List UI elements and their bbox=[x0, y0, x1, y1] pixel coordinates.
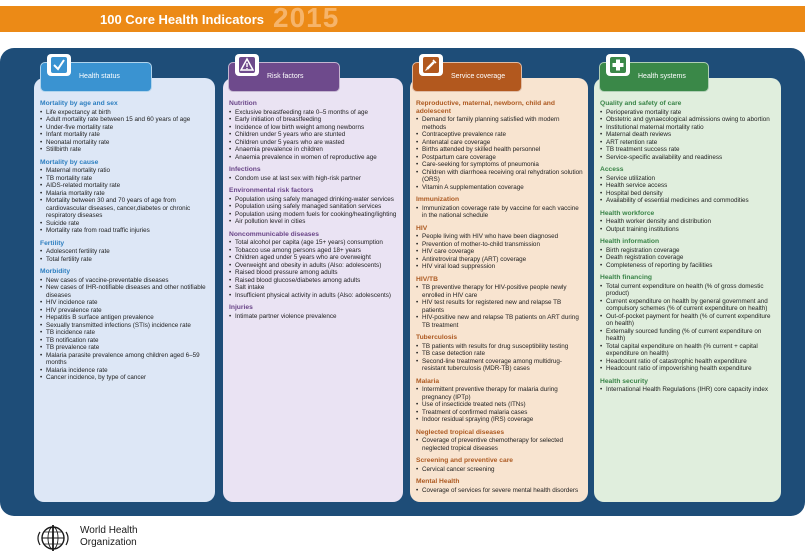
column-service-coverage bbox=[410, 78, 588, 502]
indicator-list bbox=[229, 239, 399, 299]
indicator-list bbox=[416, 386, 584, 424]
indicator-item: • TB prevalence rate bbox=[40, 344, 211, 352]
indicator-item: • Under-five mortality rate bbox=[40, 124, 211, 132]
indicator-item: • Children under 5 years who are wasted bbox=[229, 139, 399, 147]
indicator-item: • Antiretroviral therapy (ART) coverage bbox=[416, 256, 584, 264]
indicator-item: • Demand for family planning satisfied with modern methods bbox=[416, 116, 584, 131]
org-name-line1: World Health bbox=[80, 525, 138, 536]
indicator-item: • Hospital bed density bbox=[600, 190, 777, 198]
indicator-item: • Neonatal mortality rate bbox=[40, 139, 211, 147]
indicator-item: • Total alcohol per capita (age 15+ years) consumption bbox=[229, 239, 399, 247]
indicator-item: • Sexually transmitted infections (STIs) incidence rate bbox=[40, 322, 211, 330]
indicator-list bbox=[416, 116, 584, 191]
indicator-item: • Children aged under 5 years who are overweight bbox=[229, 254, 399, 262]
indicator-list bbox=[416, 343, 584, 373]
indicator-item: • Overweight and obesity in adults (Also: adolescents) bbox=[229, 262, 399, 270]
indicator-item: • Total current expenditure on health (% of gross domestic product) bbox=[600, 283, 777, 298]
indicator-item: • Hepatitis B surface antigen prevalence bbox=[40, 314, 211, 322]
indicator-item: • Contraceptive prevalence rate bbox=[416, 131, 584, 139]
indicator-item: • Life expectancy at birth bbox=[40, 109, 211, 117]
indicator-item: • HIV test results for registered new and relapse TB patients bbox=[416, 299, 584, 314]
indicator-item: • Salt intake bbox=[229, 284, 399, 292]
indicator-item: • New cases of IHR-notifiable diseases and other notifiable diseases bbox=[40, 284, 211, 299]
indicator-item: • Condom use at last sex with high-risk partner bbox=[229, 175, 399, 183]
indicator-item: • Headcount ratio of impoverishing health expenditure bbox=[600, 365, 777, 373]
medical-cross-icon bbox=[606, 54, 630, 76]
indicator-list bbox=[416, 284, 584, 329]
section-heading: Health financing bbox=[600, 274, 653, 281]
indicator-item: • ART retention rate bbox=[600, 139, 777, 147]
indicator-item: • HIV prevalence rate bbox=[40, 307, 211, 315]
indicator-item: • Intimate partner violence prevalence bbox=[229, 313, 399, 321]
tab-label: Risk factors bbox=[267, 73, 304, 80]
section-heading: Morbidity bbox=[40, 268, 71, 275]
tab-health-systems bbox=[599, 62, 709, 92]
indicator-item: • Coverage of services for severe mental health disorders bbox=[416, 487, 584, 495]
tab-health-status bbox=[40, 62, 152, 92]
indicator-item: • Suicide rate bbox=[40, 220, 211, 228]
checkmark-icon bbox=[47, 54, 71, 76]
indicator-item: • Malaria incidence rate bbox=[40, 367, 211, 375]
section-heading: Access bbox=[600, 166, 624, 173]
section-heading: Reproductive, maternal, newborn, child and adolescent bbox=[416, 100, 555, 115]
section-heading: Noncommunicable diseases bbox=[229, 230, 319, 238]
indicator-item: • Population using safely managed sanitation services bbox=[229, 203, 399, 211]
indicator-list bbox=[229, 175, 399, 183]
indicator-list bbox=[600, 247, 777, 270]
syringe-icon bbox=[419, 54, 443, 76]
indicator-item: • Prevention of mother-to-child transmission bbox=[416, 241, 584, 249]
section-heading: HIV bbox=[416, 224, 428, 232]
indicator-item: • HIV care coverage bbox=[416, 248, 584, 256]
tab-label: Health status bbox=[79, 73, 120, 80]
indicator-list bbox=[600, 218, 777, 233]
indicator-item: • Children with diarrhoea receiving oral rehydration solution (ORS) bbox=[416, 169, 584, 184]
section-heading: Screening and preventive care bbox=[416, 457, 514, 464]
indicator-list bbox=[416, 487, 584, 495]
org-name-line2: Organization bbox=[80, 537, 137, 548]
indicator-item: • AIDS-related mortality rate bbox=[40, 182, 211, 190]
indicator-item: • Intermittent preventive therapy for malaria during pregnancy (IPTp) bbox=[416, 386, 584, 401]
tab-label: Health systems bbox=[638, 73, 686, 80]
column-health-systems bbox=[594, 78, 781, 502]
indicator-item: • Care-seeking for symptoms of pneumonia bbox=[416, 161, 584, 169]
section-heading: Health information bbox=[600, 238, 660, 245]
indicator-item: • Raised blood glucose/diabetes among adults bbox=[229, 277, 399, 285]
section-heading: Health security bbox=[600, 377, 648, 385]
indicator-item: • Births attended by skilled health personnel bbox=[416, 146, 584, 154]
indicator-list bbox=[416, 233, 584, 271]
section-heading: Nutrition bbox=[229, 100, 257, 107]
indicator-item: • Coverage of preventive chemotherapy for selected neglected tropical diseases bbox=[416, 437, 584, 452]
indicator-list bbox=[40, 277, 211, 382]
indicator-item: • Perioperative mortality rate bbox=[600, 109, 777, 117]
indicator-list bbox=[416, 205, 584, 220]
indicator-item: • Stillbirth rate bbox=[40, 146, 211, 154]
section-heading: Neglected tropical diseases bbox=[416, 428, 505, 436]
indicator-item: • Externally sourced funding (% of current expenditure on health) bbox=[600, 328, 777, 343]
section-heading: HIV/TB bbox=[416, 275, 438, 283]
indicator-item: • TB case detection rate bbox=[416, 350, 584, 358]
indicator-item: • Anaemia prevalence in women of reproductive age bbox=[229, 154, 399, 162]
indicator-item: • Exclusive breastfeeding rate 0–5 months of age bbox=[229, 109, 399, 117]
indicator-item: • Mortality between 30 and 70 years of age from cardiovascular diseases, cancer,diabetes or chronic respiratory diseases bbox=[40, 197, 211, 220]
indicator-item: • Cancer incidence, by type of cancer bbox=[40, 374, 211, 382]
indicator-item: • Total capital expenditure on health (% current + capital expenditure on health) bbox=[600, 343, 777, 358]
indicator-item: • TB preventive therapy for HIV-positive people newly enrolled in HIV care bbox=[416, 284, 584, 299]
indicator-item: • Health service access bbox=[600, 182, 777, 190]
indicator-item: • Anaemia prevalence in children bbox=[229, 146, 399, 154]
indicator-item: • Raised blood pressure among adults bbox=[229, 269, 399, 277]
indicator-item: • TB patients with results for drug susceptibility testing bbox=[416, 343, 584, 351]
section-heading: Mental Health bbox=[416, 478, 460, 485]
indicator-item: • Insufficient physical activity in adults (Also: adolescents) bbox=[229, 292, 399, 300]
indicator-item: • Second-line treatment coverage among multidrug-resistant tuberculosis (MDR-TB) cases bbox=[416, 358, 584, 373]
indicator-item: • Cervical cancer screening bbox=[416, 466, 584, 474]
tab-label: Service coverage bbox=[451, 73, 506, 80]
indicator-list bbox=[229, 196, 399, 226]
indicator-item: • HIV incidence rate bbox=[40, 299, 211, 307]
tab-service-coverage bbox=[412, 62, 522, 92]
indicator-item: • Immunization coverage rate by vaccine for each vaccine in the national schedule bbox=[416, 205, 584, 220]
section-heading: Infections bbox=[229, 166, 261, 173]
indicator-item: • Institutional maternal mortality ratio bbox=[600, 124, 777, 132]
indicator-item: • Air pollution level in cities bbox=[229, 218, 399, 226]
indicator-list bbox=[40, 248, 211, 263]
indicator-item: • Mortality rate from road traffic injuries bbox=[40, 227, 211, 235]
indicator-item: • International Health Regulations (IHR) core capacity index bbox=[600, 386, 777, 394]
indicator-list bbox=[600, 386, 777, 394]
section-heading: Injuries bbox=[229, 304, 253, 311]
indicator-list bbox=[229, 109, 399, 162]
indicator-item: • TB mortality rate bbox=[40, 175, 211, 183]
indicator-item: • Headcount ratio of catastrophic health expenditure bbox=[600, 358, 777, 366]
column-health-status bbox=[34, 78, 215, 502]
indicator-list bbox=[40, 109, 211, 154]
column-content bbox=[600, 100, 777, 394]
indicator-item: • Adolescent fertility rate bbox=[40, 248, 211, 256]
section-heading: Malaria bbox=[416, 377, 440, 385]
indicator-item: • Current expenditure on health by general government and compulsory schemes (% of current expenditure on health) bbox=[600, 298, 777, 313]
indicator-item: • Incidence of low birth weight among newborns bbox=[229, 124, 399, 132]
who-emblem-icon bbox=[36, 524, 70, 552]
indicator-item: • Availability of essential medicines and commodities bbox=[600, 197, 777, 205]
indicator-item: • People living with HIV who have been diagnosed bbox=[416, 233, 584, 241]
indicator-item: • Completeness of reporting by facilities bbox=[600, 262, 777, 270]
section-heading: Health workforce bbox=[600, 209, 655, 217]
indicator-item: • Birth registration coverage bbox=[600, 247, 777, 255]
indicator-item: • Adult mortality rate between 15 and 60 years of age bbox=[40, 116, 211, 124]
indicator-item: • Children under 5 years who are stunted bbox=[229, 131, 399, 139]
indicator-item: • HIV-positive new and relapse TB patients on ART during TB treatment bbox=[416, 314, 584, 329]
indicator-item: • Output training institutions bbox=[600, 226, 777, 234]
indicator-item: • Antenatal care coverage bbox=[416, 139, 584, 147]
indicator-item: • Malaria mortality rate bbox=[40, 190, 211, 198]
page-title: 100 Core Health Indicators bbox=[100, 12, 264, 27]
indicator-item: • Health worker density and distribution bbox=[600, 218, 777, 226]
indicator-item: • Service-specific availability and readiness bbox=[600, 154, 777, 162]
indicator-item: • Treatment of confirmed malaria cases bbox=[416, 409, 584, 417]
indicator-item: • Indoor residual spraying (IRS) coverage bbox=[416, 416, 584, 424]
title-banner bbox=[0, 2, 805, 33]
indicator-item: • Early initiation of breastfeeding bbox=[229, 116, 399, 124]
indicator-list bbox=[600, 109, 777, 162]
indicator-item: • Infant mortality rate bbox=[40, 131, 211, 139]
indicator-item: • TB incidence rate bbox=[40, 329, 211, 337]
indicator-item: • TB notification rate bbox=[40, 337, 211, 345]
indicator-item: • Population using modern fuels for cooking/heating/lighting bbox=[229, 211, 399, 219]
section-heading: Tuberculosis bbox=[416, 334, 458, 341]
indicator-item: • Obstetric and gynaecological admissions owing to abortion bbox=[600, 116, 777, 124]
indicator-item: • Vitamin A supplementation coverage bbox=[416, 184, 584, 192]
indicator-list bbox=[416, 466, 584, 474]
section-heading: Immunization bbox=[416, 196, 460, 203]
indicator-item: • New cases of vaccine-preventable diseases bbox=[40, 277, 211, 285]
indicator-item: • Population using safely managed drinking-water services bbox=[229, 196, 399, 204]
section-heading: Mortality by age and sex bbox=[40, 100, 118, 107]
indicator-item: • Tobacco use among persons aged 18+ years bbox=[229, 247, 399, 255]
column-risk-factors bbox=[223, 78, 403, 502]
indicator-item: • Malaria parasite prevalence among children aged 6–59 months bbox=[40, 352, 211, 367]
indicator-item: • Use of insecticide treated nets (ITNs) bbox=[416, 401, 584, 409]
section-heading: Environmental risk factors bbox=[229, 187, 314, 194]
column-content bbox=[40, 100, 211, 382]
indicator-list bbox=[600, 175, 777, 205]
indicator-item: • Total fertility rate bbox=[40, 256, 211, 264]
indicator-item: • HIV viral load suppression bbox=[416, 263, 584, 271]
indicator-list bbox=[600, 283, 777, 373]
column-content bbox=[416, 100, 584, 494]
year-label: 2015 bbox=[273, 2, 340, 33]
column-content bbox=[229, 100, 399, 320]
indicator-list bbox=[416, 437, 584, 452]
indicator-item: • Maternal mortality ratio bbox=[40, 167, 211, 175]
indicator-item: • Death registration coverage bbox=[600, 254, 777, 262]
tab-risk-factors bbox=[228, 62, 340, 92]
indicator-item: • Maternal death reviews bbox=[600, 131, 777, 139]
indicator-list bbox=[229, 313, 399, 321]
section-heading: Mortality by cause bbox=[40, 158, 99, 166]
indicator-item: • Service utilization bbox=[600, 175, 777, 183]
indicator-list bbox=[40, 167, 211, 235]
who-wordmark bbox=[80, 525, 138, 549]
section-heading: Quality and safety of care bbox=[600, 100, 682, 107]
indicator-item: • Postpartum care coverage bbox=[416, 154, 584, 162]
warning-icon bbox=[235, 54, 259, 76]
section-heading: Fertility bbox=[40, 239, 65, 247]
indicator-item: • Out-of-pocket payment for health (% of current expenditure on health) bbox=[600, 313, 777, 328]
indicator-item: • TB treatment success rate bbox=[600, 146, 777, 154]
